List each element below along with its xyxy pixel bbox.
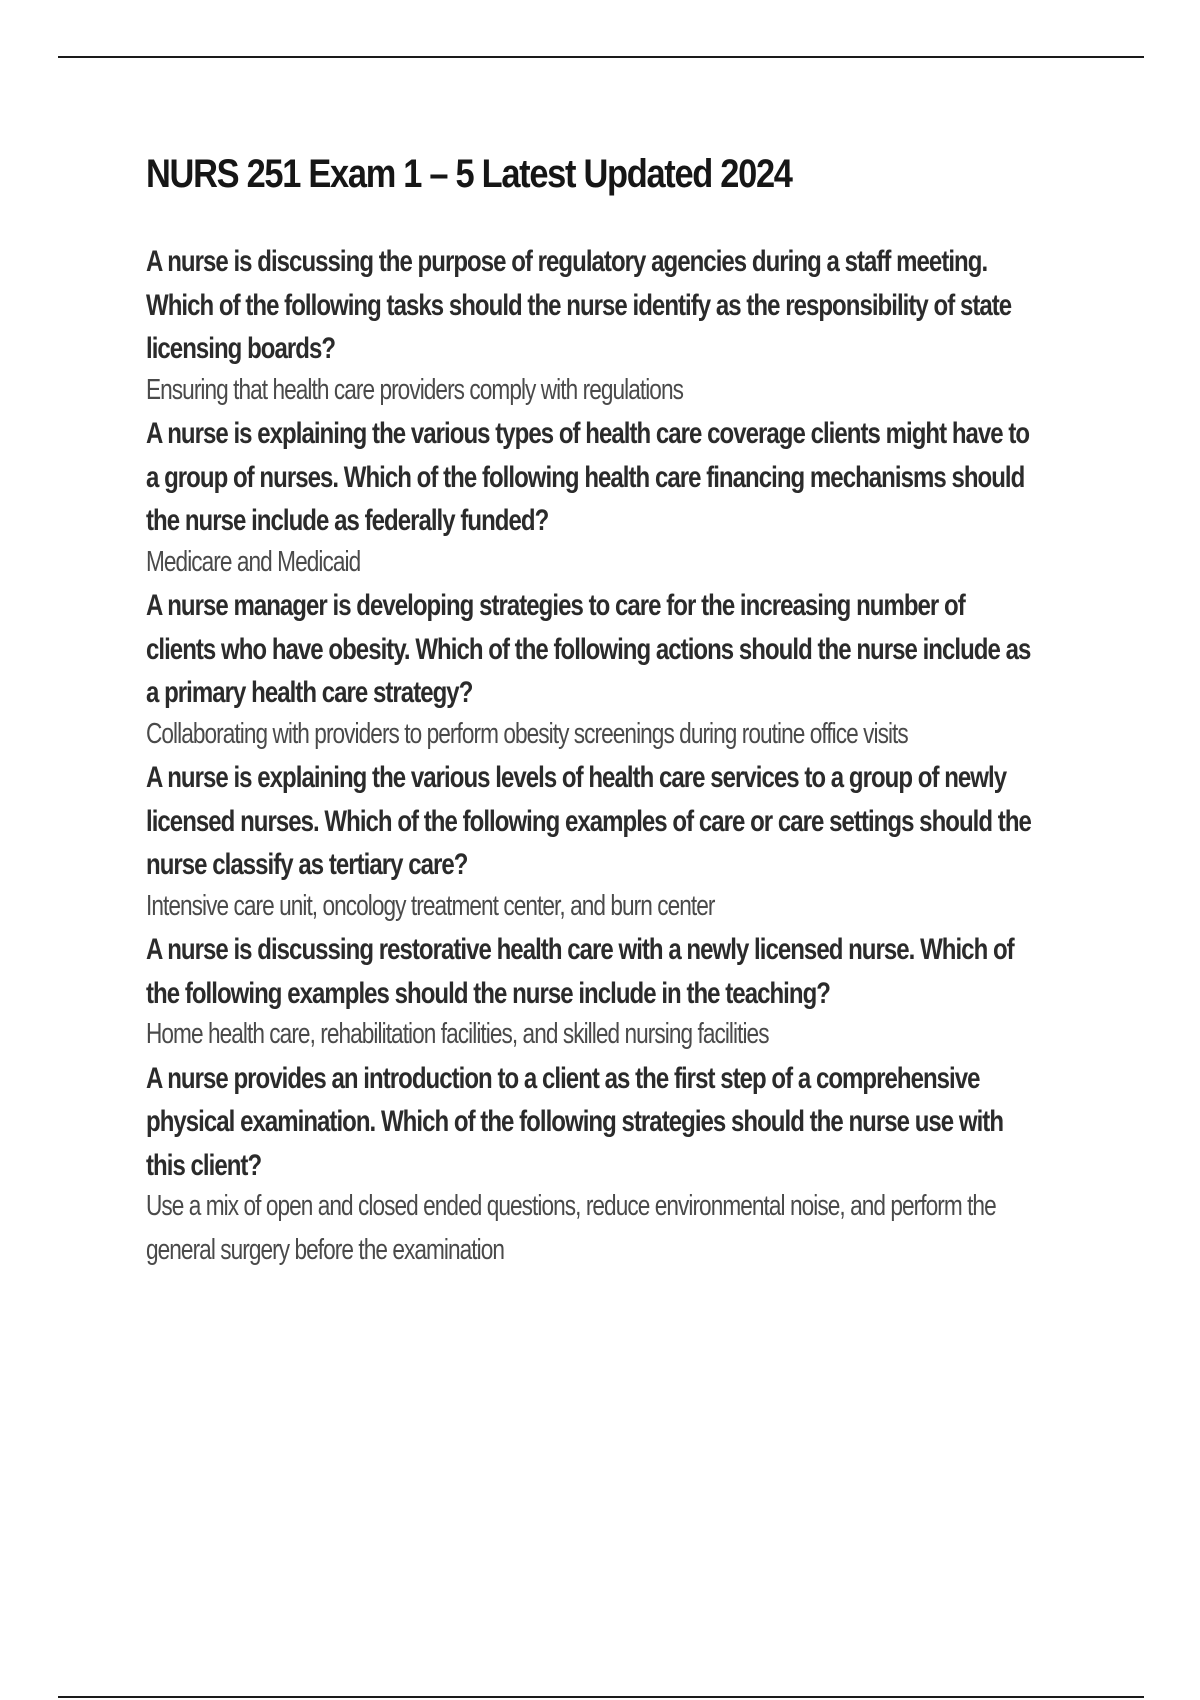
bottom-divider	[58, 1696, 1144, 1698]
question-text: A nurse is explaining the various types of health care coverage clients might have to a group of nurses. Which of the following health care financing mechanisms should the nurse include as federally funded?	[146, 417, 1030, 537]
answer-text: Intensive care unit, oncology treatment center, and burn center	[146, 889, 715, 922]
document-body	[146, 148, 1106, 1272]
qa-item	[146, 928, 1106, 1057]
top-divider	[58, 56, 1144, 58]
answer-text: Use a mix of open and closed ended questions, reduce environmental noise, and perform the general surgery before the examination	[146, 1190, 996, 1266]
question-list	[146, 240, 1106, 1272]
question-text: A nurse is explaining the various levels of health care services to a group of newly licensed nurses. Which of the following examples of care or care settings should the nurse classify as tertiary care?	[146, 761, 1031, 881]
qa-item	[146, 240, 1106, 412]
answer-text: Home health care, rehabilitation facilities, and skilled nursing facilities	[146, 1018, 769, 1050]
question-text: A nurse manager is developing strategies to care for the increasing number of clients who have obesity. Which of the following actions should the nurse include as a primary health care strategy?	[146, 589, 1031, 709]
answer-text: Ensuring that health care providers comply with regulations	[146, 373, 683, 406]
document-title: NURS 251 Exam 1 – 5 Latest Updated 2024	[146, 152, 792, 196]
question-text: A nurse is discussing the purpose of regulatory agencies during a staff meeting. Which of the following tasks should the nurse identify as the responsibility of state licensing boards?	[146, 245, 1012, 365]
answer-text: Medicare and Medicaid	[146, 545, 361, 578]
question-text: A nurse is discussing restorative health care with a newly licensed nurse. Which of the following examples should the nurse include in the teaching?	[146, 933, 1014, 1010]
answer-text: Collaborating with providers to perform obesity screenings during routine office visits	[146, 717, 908, 750]
question-text: A nurse provides an introduction to a client as the first step of a comprehensive physical examination. Which of the following strategies should the nurse use with this client?	[146, 1061, 1004, 1182]
qa-item	[146, 756, 1106, 928]
qa-item	[146, 1057, 1106, 1273]
qa-item	[146, 412, 1106, 584]
qa-item	[146, 584, 1106, 756]
